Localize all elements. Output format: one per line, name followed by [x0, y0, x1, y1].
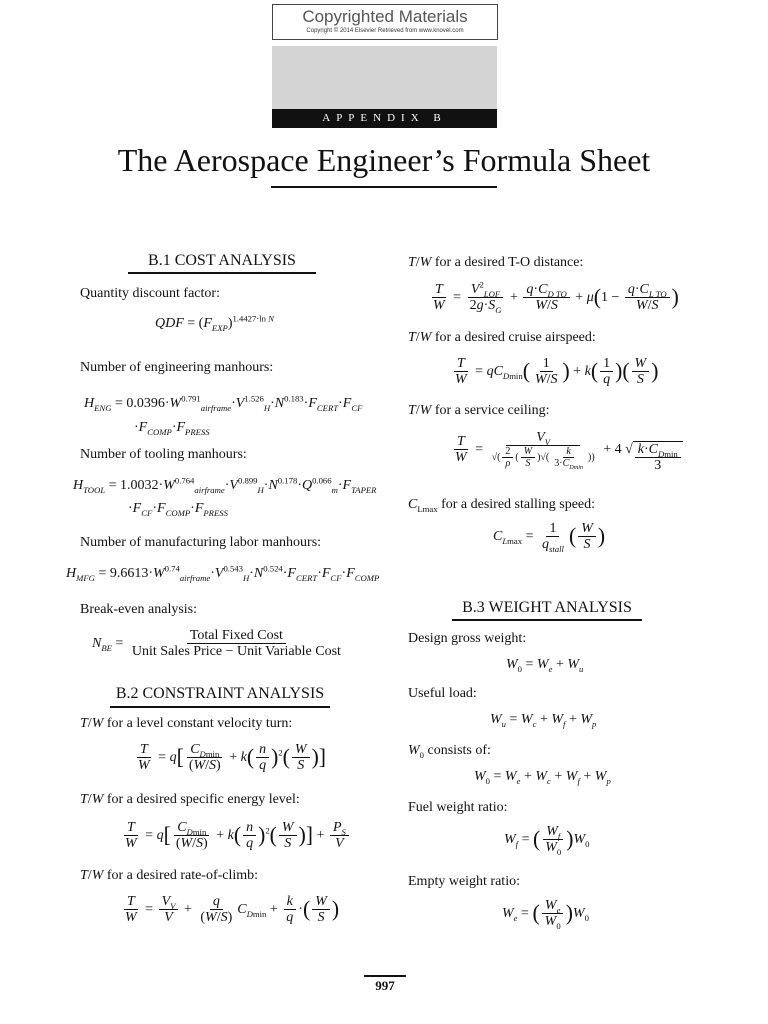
be-equation: $N_{BE}$ = Total Fixed Cost Unit Sales Price − Unit Variable Cost	[92, 628, 346, 660]
energy-label: T/W for a desired specific energy level:	[80, 792, 300, 807]
mfg-equation: $H_{MFG} = 9.6613\cdot W^{0.74}_{airframe}\cdot V^{0.543}_H\cdot N^{0.524}\cdot F_{CERT}\cdot F_{CF}\cdot F_{COMP}$	[66, 563, 380, 583]
roc-equation: $\frac{T}{W}$ = $\frac{V_V}{V}$ + $\frac{q}{(W/S)}$ $C_{Dmin}$ + $\frac{k}{q}$ ·( $\frac{W}{S}$ )	[125, 894, 340, 926]
grey-banner	[272, 46, 497, 109]
tool-equation-cont: $\cdot F_{CF}\cdot F_{COMP}\cdot F_{PRESS}$	[128, 501, 228, 518]
eng-equation: $H_{ENG} = 0.0396\cdot W^{0.791}_{airframe}\cdot V^{1.526}_H\cdot N^{0.183}\cdot F_{CERT}\cdot F_{CF}$	[84, 393, 363, 413]
b1-underline	[128, 272, 316, 274]
gross-equation: $W_0 = W_e + W_u$	[506, 657, 584, 674]
appendix-bar	[272, 109, 497, 128]
mfg-label: Number of manufacturing labor manhours:	[80, 535, 322, 550]
cruise-label: T/W for a desired cruise airspeed:	[408, 330, 596, 345]
page-title: The Aerospace Engineer’s Formula Sheet	[117, 142, 651, 178]
be-denominator: Unit Sales Price − Unit Variable Cost	[131, 644, 341, 660]
be-label: Break-even analysis:	[80, 602, 198, 617]
section-b3-heading: B.3 WEIGHT ANALYSIS	[462, 599, 632, 616]
appendix-label: APPENDIX B	[322, 112, 447, 124]
to-label: T/W for a desired T-O distance:	[408, 255, 584, 270]
tool-label: Number of tooling manhours:	[80, 447, 247, 462]
consists-label: $W_0$ consists of:	[408, 743, 491, 760]
roc-label: T/W for a desired rate-of-climb:	[80, 868, 259, 883]
ceiling-equation: $\frac{T}{W}$ = $V_V$ √( $\frac{2}{\rho}$ ( $\frac{W}{S}$ )√( k $3\cdot C_{Dmin}$ )) + 4 √ $k\cdot C_{Dmin}$ 3	[450, 430, 683, 474]
empty-equation: $W_e$ = ( $\frac{W_e}{W_0}$ )$W_0$	[502, 898, 589, 932]
gross-label: Design gross weight:	[408, 631, 527, 646]
stall-equation: $C_{Lmax}$ = 1 $q_{stall}$ ( $\frac{W}{S}$ )	[493, 521, 606, 555]
copyright-subtitle: Copyright © 2014 Elsevier Retrieved from www.knovel.com	[306, 28, 464, 34]
stall-label: $C_{Lmax}$ for a desired stalling speed:	[408, 497, 596, 514]
ceiling-label: T/W for a service ceiling:	[408, 403, 550, 418]
turn-label: T/W for a level constant velocity turn:	[80, 716, 293, 731]
section-b1-heading: B.1 COST ANALYSIS	[148, 252, 296, 269]
b3-underline	[452, 619, 642, 621]
empty-label: Empty weight ratio:	[408, 874, 520, 889]
consists-equation: $W_0 = W_e + W_c + W_f + W_p$	[474, 769, 611, 786]
fuel-label: Fuel weight ratio:	[408, 800, 508, 815]
page-number: 997	[375, 978, 395, 993]
cruise-equation: $\frac{T}{W}$ = $qC_{Dmin}$( $\frac{1}{W/S}$ ) + k( $\frac{1}{q}$ )( $\frac{W}{S}$ )	[455, 356, 659, 388]
copyright-title: Copyrighted Materials	[302, 7, 468, 26]
eng-equation-cont: $\cdot F_{COMP}\cdot F_{PRESS}$	[134, 420, 210, 437]
section-b2-heading: B.2 CONSTRAINT ANALYSIS	[115, 685, 325, 702]
title-underline	[271, 186, 497, 188]
b2-underline	[110, 706, 330, 708]
useful-label: Useful load:	[408, 686, 477, 701]
useful-equation: $W_u = W_c + W_f + W_p$	[490, 712, 597, 729]
fuel-equation: $W_f$ = ( $\frac{W_f}{W_0}$ )$W_0$	[504, 824, 590, 858]
copyright-box	[272, 4, 498, 40]
qdf-equation: QDF = $(F_{EXP})^{1.4427\cdot ln N}$	[155, 313, 274, 333]
page-number-rule	[364, 975, 406, 977]
turn-equation: $\frac{T}{W}$ = q[ $C_{Dmin}$ (W/S) + k( $\frac{n}{q}$ )$^2$( $\frac{W}{S}$ )]	[138, 742, 327, 774]
energy-equation: $\frac{T}{W}$ = q[ $C_{Dmin}$ (W/S) + k( $\frac{n}{q}$ )$^2$( $\frac{W}{S}$ )] + $\frac{P_S}{V}$	[120, 820, 351, 852]
to-equation: $\frac{T}{W}$ = $V^2_{LOF}$ $2g\cdot S_G$ + $\frac{q\cdot C_{D TO}}{W/S}$ + μ(1 − $\frac{q\cdot C_{L TO}}{W/S}$ )	[433, 279, 679, 316]
qdf-label: Quantity discount factor:	[80, 286, 220, 301]
tool-equation: $H_{TOOL} = 1.0032\cdot W^{0.764}_{airframe}\cdot V^{0.899}_H\cdot N^{0.178}\cdot Q^{0.066}_m\cdot F_{TAPER}$	[73, 475, 377, 495]
be-numerator: Total Fixed Cost	[187, 628, 286, 644]
eng-label: Number of engineering manhours:	[80, 360, 274, 375]
